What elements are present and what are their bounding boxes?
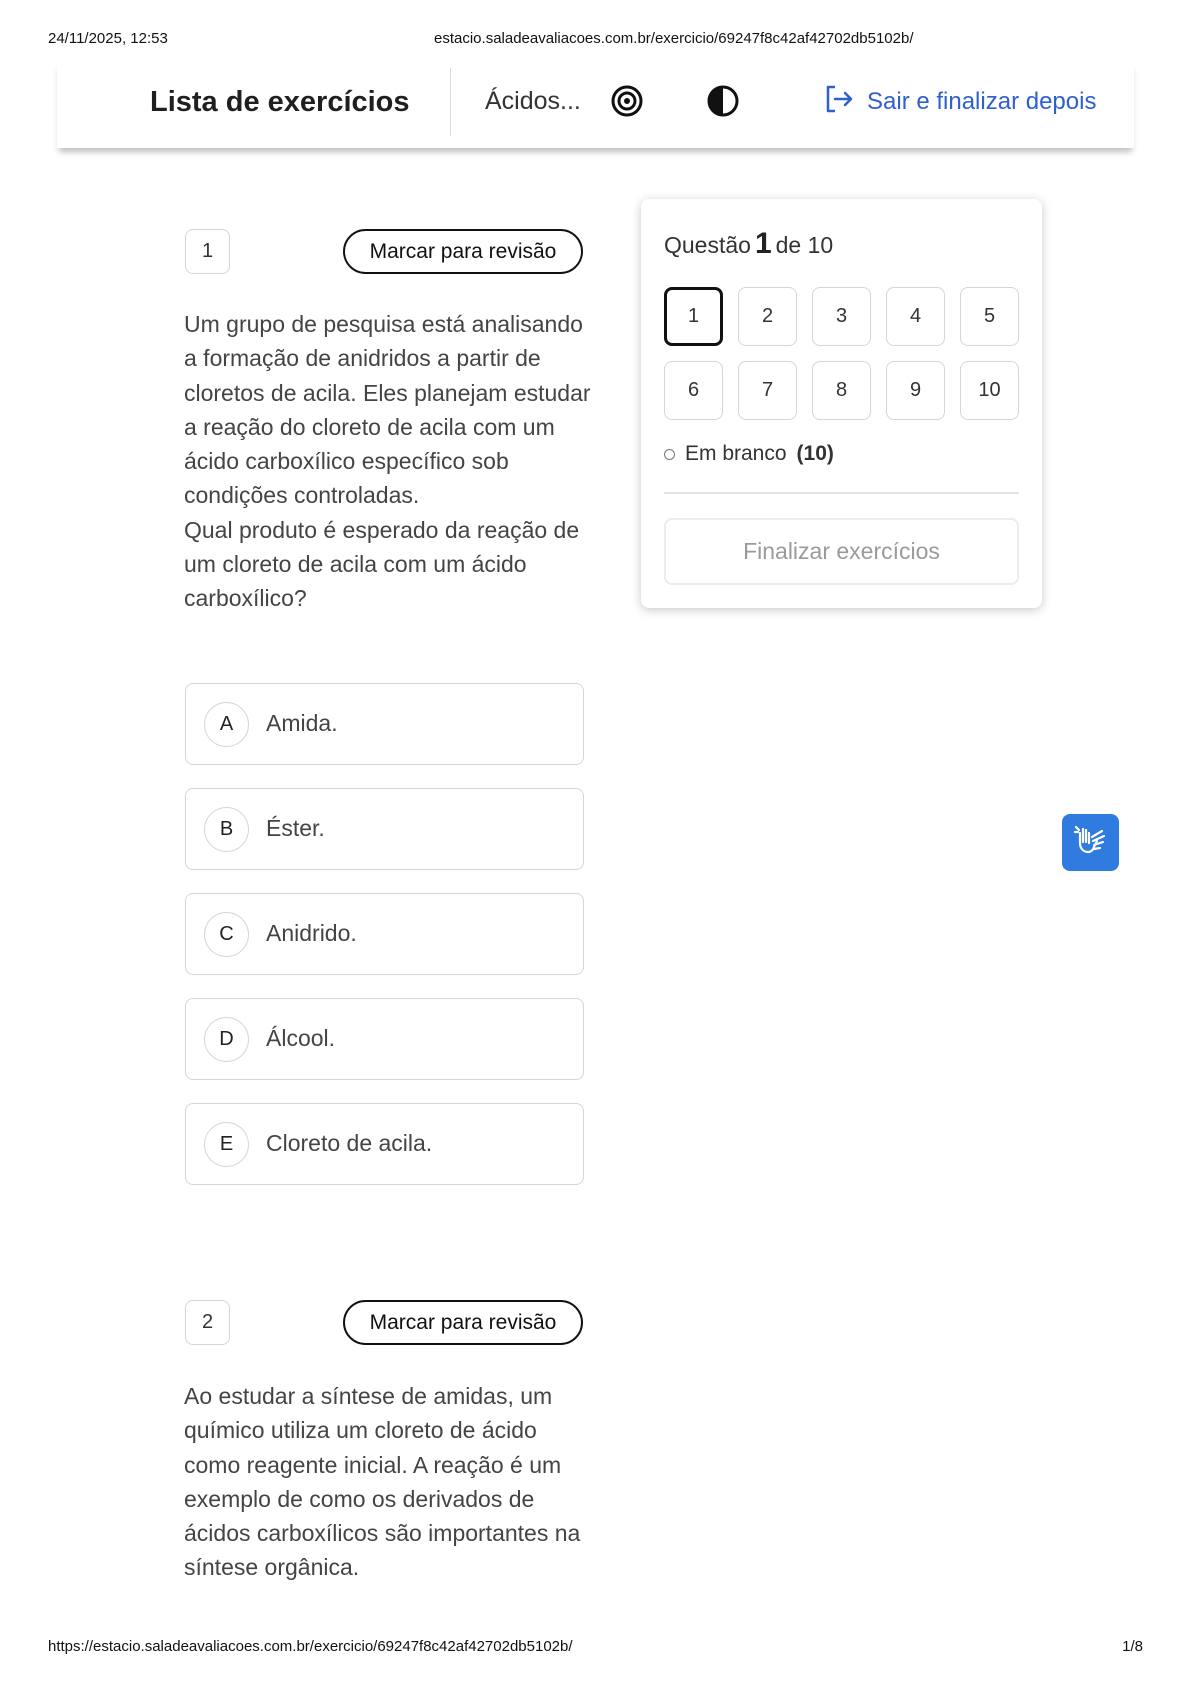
divider bbox=[450, 68, 451, 136]
option-text: Anidrido. bbox=[266, 920, 357, 946]
option-letter: C bbox=[204, 912, 249, 957]
print-date: 24/11/2025, 12:53 bbox=[48, 30, 168, 47]
print-url: estacio.saladeavaliacoes.com.br/exercicio/69247f8c42af42702db5102b/ bbox=[434, 30, 914, 47]
panel-title bbox=[664, 227, 833, 261]
question-number: 2 bbox=[185, 1300, 230, 1345]
question-prompt: Qual produto é esperado da reação de um cloreto de acila com um ácido carboxílico? bbox=[184, 516, 580, 612]
finish-exercises-button[interactable]: Finalizar exercícios bbox=[664, 518, 1019, 585]
question-text bbox=[184, 307, 594, 616]
status-count: (10) bbox=[796, 442, 834, 465]
contrast-icon[interactable] bbox=[706, 84, 740, 118]
top-bar bbox=[57, 62, 1134, 148]
option-letter: D bbox=[204, 1017, 249, 1062]
option-letter: A bbox=[204, 702, 249, 747]
question-nav-button[interactable]: 2 bbox=[738, 287, 797, 346]
question-paragraph: Um grupo de pesquisa está analisando a formação de anidridos a partir de cloretos de acila. Eles planejam estudar a reação do cloreto de acila com um ácido carboxílico específico sob condições controladas. bbox=[184, 311, 591, 509]
option-a[interactable] bbox=[185, 683, 584, 765]
option-text: Éster. bbox=[266, 815, 325, 841]
option-letter: E bbox=[204, 1122, 249, 1167]
question-nav-button[interactable]: 7 bbox=[738, 361, 797, 420]
question-nav-button[interactable]: 8 bbox=[812, 361, 871, 420]
panel-title-suffix: de 10 bbox=[775, 232, 834, 258]
option-letter: B bbox=[204, 807, 249, 852]
status-label: Em branco bbox=[685, 442, 787, 465]
question-text bbox=[184, 1379, 594, 1585]
question-paragraph: Ao estudar a síntese de amidas, um químico utiliza um cloreto de ácido como reagente inicial. A reação é um exemplo de como os derivados de ácidos carboxílicos são importantes na síntese orgânica. bbox=[184, 1383, 581, 1581]
question-nav-panel bbox=[641, 199, 1042, 608]
option-text: Cloreto de acila. bbox=[266, 1130, 433, 1156]
option-text: Amida. bbox=[266, 710, 338, 736]
exit-label: Sair e finalizar depois bbox=[867, 88, 1097, 115]
current-question-number: 1 bbox=[754, 227, 772, 260]
sign-language-button[interactable] bbox=[1062, 814, 1119, 871]
question-nav-button[interactable]: 5 bbox=[960, 287, 1019, 346]
subject-title[interactable]: Ácidos... bbox=[485, 87, 581, 115]
question-nav-button[interactable]: 6 bbox=[664, 361, 723, 420]
mark-review-button[interactable]: Marcar para revisão bbox=[343, 229, 583, 274]
question-grid bbox=[664, 287, 1019, 420]
sign-language-icon bbox=[1072, 821, 1110, 864]
status-dot-icon bbox=[664, 449, 675, 460]
target-icon[interactable] bbox=[610, 84, 644, 118]
divider bbox=[664, 492, 1019, 494]
question-nav-button[interactable]: 3 bbox=[812, 287, 871, 346]
option-b[interactable] bbox=[185, 788, 584, 870]
option-e[interactable] bbox=[185, 1103, 584, 1185]
option-d[interactable] bbox=[185, 998, 584, 1080]
option-text: Álcool. bbox=[266, 1025, 336, 1051]
question-nav-button[interactable]: 4 bbox=[886, 287, 945, 346]
exit-button[interactable] bbox=[823, 82, 1096, 122]
question-nav-button[interactable]: 9 bbox=[886, 361, 945, 420]
print-footer-url: https://estacio.saladeavaliacoes.com.br/exercicio/69247f8c42af42702db5102b/ bbox=[48, 1638, 573, 1655]
option-c[interactable] bbox=[185, 893, 584, 975]
panel-title-prefix: Questão bbox=[664, 232, 751, 258]
question-number: 1 bbox=[185, 229, 230, 274]
question-nav-button[interactable]: 10 bbox=[960, 361, 1019, 420]
page-title: Lista de exercícios bbox=[150, 86, 410, 118]
exit-icon bbox=[823, 83, 855, 122]
status-blank bbox=[664, 442, 834, 466]
question-nav-button[interactable]: 1 bbox=[664, 287, 723, 346]
mark-review-button[interactable]: Marcar para revisão bbox=[343, 1300, 583, 1345]
print-page-number: 1/8 bbox=[1122, 1638, 1143, 1655]
